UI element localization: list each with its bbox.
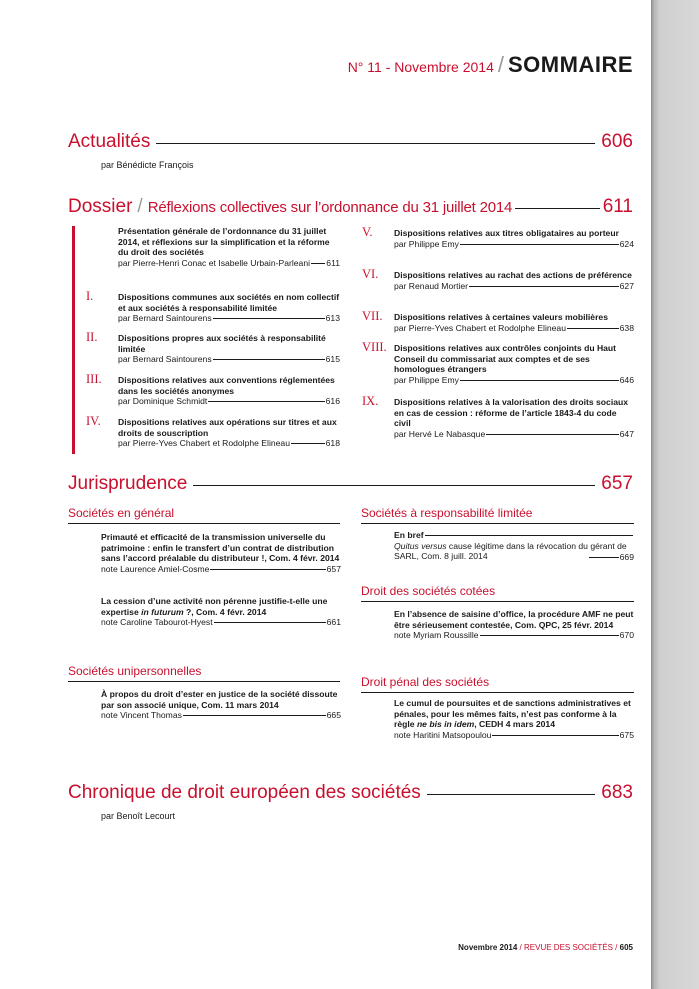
entry-title: Dispositions relatives à certaines valeurs mobilières	[394, 312, 608, 322]
entry-author: par Dominique Schmidt	[118, 396, 208, 407]
entry-title: Présentation générale de l’ordonnance du 31 juillet 2014, et réflexions sur la simplification et la réforme du droit des sociétés	[118, 226, 330, 258]
entry-page: 618	[325, 438, 340, 449]
subsection-rule	[361, 601, 634, 602]
entry-number: I.	[86, 289, 94, 303]
entry-page: 624	[619, 238, 634, 249]
leader-line	[156, 143, 595, 144]
page-footer: Novembre 2014 / REVUE DES SOCIÉTÉS / 605	[458, 943, 633, 952]
entry-author: par Philippe Emy	[394, 374, 459, 385]
dossier-entry[interactable]	[86, 289, 340, 324]
leader-line	[193, 485, 595, 486]
entry-page: 661	[326, 617, 341, 628]
subsection-rule	[361, 692, 634, 693]
section-chronique[interactable]	[68, 782, 633, 804]
jurisprudence-entry[interactable]	[394, 609, 634, 641]
jurisprudence-entry[interactable]	[394, 698, 634, 740]
subsection-heading: Droit des sociétés cotées	[361, 584, 496, 598]
entry-author: par Bernard Saintourens	[118, 313, 212, 324]
entry-title: Dispositions relatives aux opérations sur titres et aux droits de souscription	[118, 417, 337, 438]
dossier-entry[interactable]	[86, 330, 340, 365]
entry-page: 665	[326, 710, 341, 721]
jurisprudence-entry[interactable]	[101, 689, 341, 721]
entry-page: 675	[619, 729, 634, 740]
entry-page: 646	[619, 374, 634, 385]
subsection-heading: Sociétés unipersonnelles	[68, 664, 202, 678]
entry-number: VIII.	[362, 340, 387, 354]
en-bref-label: En bref	[394, 530, 424, 540]
page-title: SOMMAIRE	[508, 52, 633, 77]
entry-number: IV.	[86, 414, 101, 428]
section-title: Chronique de droit européen des sociétés	[68, 782, 421, 803]
dossier-entry[interactable]	[362, 225, 634, 249]
dossier-slash: /	[137, 196, 143, 217]
entry-author: par Pierre-Henri Conac et Isabelle Urbain-Parleani	[118, 257, 311, 268]
entry-title: Dispositions relatives aux conventions réglementées dans les sociétés anonymes	[118, 375, 335, 396]
entry-number: III.	[86, 372, 102, 386]
entry-author: note Caroline Tabourot-Hyest	[101, 617, 213, 628]
entry-author: note Haritini Matsopoulou	[394, 729, 492, 740]
subsection-rule	[68, 523, 340, 524]
dossier-entry[interactable]	[362, 309, 634, 333]
page-edge-shadow	[651, 0, 699, 989]
subsection-rule	[361, 523, 634, 524]
dossier-entry[interactable]	[362, 394, 634, 439]
entry-title: La cession d’une activité non pérenne justifie-t-elle une expertise in futurum ?, Com. 4 févr. 2014	[101, 596, 328, 617]
dossier-entry[interactable]	[362, 340, 634, 385]
entry-title: Dispositions relatives à la valorisation des droits sociaux en cas de cession : réforme de l’article 1843-4 du code civil	[394, 397, 629, 429]
entry-title: Dispositions propres aux sociétés à responsabilité limitée	[118, 333, 326, 354]
leader-line	[515, 208, 600, 209]
entry-author: par Pierre-Yves Chabert et Rodolphe Elineau	[394, 322, 566, 333]
entry-number: V.	[362, 225, 373, 239]
subsection-rule	[68, 681, 340, 682]
entry-number: VI.	[362, 267, 379, 281]
jurisprudence-entry[interactable]	[101, 596, 341, 628]
entry-title: Dispositions communes aux sociétés en nom collectif et aux sociétés à responsabilité limitée	[118, 292, 340, 313]
entry-number: II.	[86, 330, 98, 344]
entry-page: 627	[619, 280, 634, 291]
dossier-entry[interactable]	[118, 226, 340, 268]
footer-date: Novembre 2014	[458, 943, 518, 952]
entry-page: 611	[326, 257, 340, 268]
section-dossier[interactable]	[68, 196, 633, 218]
entry-title: Dispositions relatives aux titres obligataires au porteur	[394, 228, 619, 238]
section-page: 611	[602, 196, 633, 217]
dossier-subtitle: Réflexions collectives sur l’ordonnance du 31 juillet 2014	[147, 199, 513, 216]
entry-title: Le cumul de poursuites et de sanctions administratives et pénales, pour les mêmes faits, n’est pas conforme à la règle ne bis in idem, CEDH 4 mars 2014	[394, 698, 631, 730]
footer-page-number: 605	[619, 943, 633, 952]
subsection-heading: Sociétés à responsabilité limitée	[361, 506, 533, 520]
entry-page: 670	[619, 630, 634, 641]
subsection-heading: Sociétés en général	[68, 506, 175, 520]
footer-journal: REVUE DES SOCIÉTÉS	[524, 943, 613, 952]
section-title: Actualités	[68, 131, 151, 152]
section-page: 606	[601, 131, 633, 152]
entry-title: Primauté et efficacité de la transmission universelle du patrimoine : enfin le transfert d’un contrat de distribution sans l’accord préalable du distributeur !, Com. 4 févr. 2014	[101, 532, 340, 564]
entry-page: 615	[325, 354, 340, 365]
entry-title: À propos du droit d’ester en justice de la société dissoute par son associé unique, Com. 11 mars 2014	[101, 689, 338, 710]
section-jurisprudence[interactable]	[68, 473, 633, 495]
dossier-entry[interactable]	[86, 414, 340, 449]
entry-title: Quitus versus cause légitime dans la révocation du gérant de SARL, Com. 8 juill. 2014	[394, 540, 627, 562]
section-title: Dossier	[68, 196, 133, 217]
entry-title: Dispositions relatives aux contrôles conjoints du Haut Conseil du commissariat aux comptes et de ses homologues étrangers	[394, 343, 617, 375]
subsection-heading: Droit pénal des sociétés	[361, 675, 490, 689]
entry-title: En l’absence de saisine d’office, la procédure AMF ne peut être sérieusement contestée, Com. QPC, 25 févr. 2014	[394, 609, 634, 630]
entry-page: 657	[326, 563, 341, 574]
issue-label: N° 11 - Novembre 2014	[347, 59, 494, 75]
entry-page: 647	[619, 428, 634, 439]
entry-page: 638	[619, 322, 634, 333]
entry-author: par Hervé Le Nabasque	[394, 428, 486, 439]
entry-number: VII.	[362, 309, 383, 323]
dossier-accent-bar	[72, 226, 75, 454]
leader-line	[427, 794, 596, 795]
entry-author: note Laurence Amiel-Cosme	[101, 563, 210, 574]
section-page: 683	[601, 782, 633, 803]
entry-author: par Bernard Saintourens	[118, 354, 212, 365]
section-author: par Benoît Lecourt	[101, 811, 176, 821]
entry-author: note Vincent Thomas	[101, 710, 182, 721]
page-header	[348, 52, 633, 78]
section-actualites[interactable]	[68, 131, 633, 153]
entry-author: note Myriam Roussille	[394, 630, 479, 641]
jurisprudence-entry-page-line	[588, 552, 634, 563]
entry-page: 613	[325, 313, 340, 324]
entry-author: par Renaud Mortier	[394, 280, 469, 291]
entry-page: 669	[619, 552, 634, 562]
entry-page: 616	[325, 396, 340, 407]
section-title: Jurisprudence	[68, 473, 188, 494]
dossier-entry[interactable]	[362, 267, 634, 291]
header-slash: /	[497, 52, 504, 77]
section-author: par Bénédicte François	[101, 160, 194, 170]
dossier-entry[interactable]	[86, 372, 340, 407]
entry-author: par Philippe Emy	[394, 238, 459, 249]
entry-author: par Pierre-Yves Chabert et Rodolphe Elineau	[118, 438, 290, 449]
entry-title: Dispositions relatives au rachat des actions de préférence	[394, 270, 632, 280]
jurisprudence-entry[interactable]	[101, 532, 341, 574]
entry-number: IX.	[362, 394, 379, 408]
section-page: 657	[601, 473, 633, 494]
